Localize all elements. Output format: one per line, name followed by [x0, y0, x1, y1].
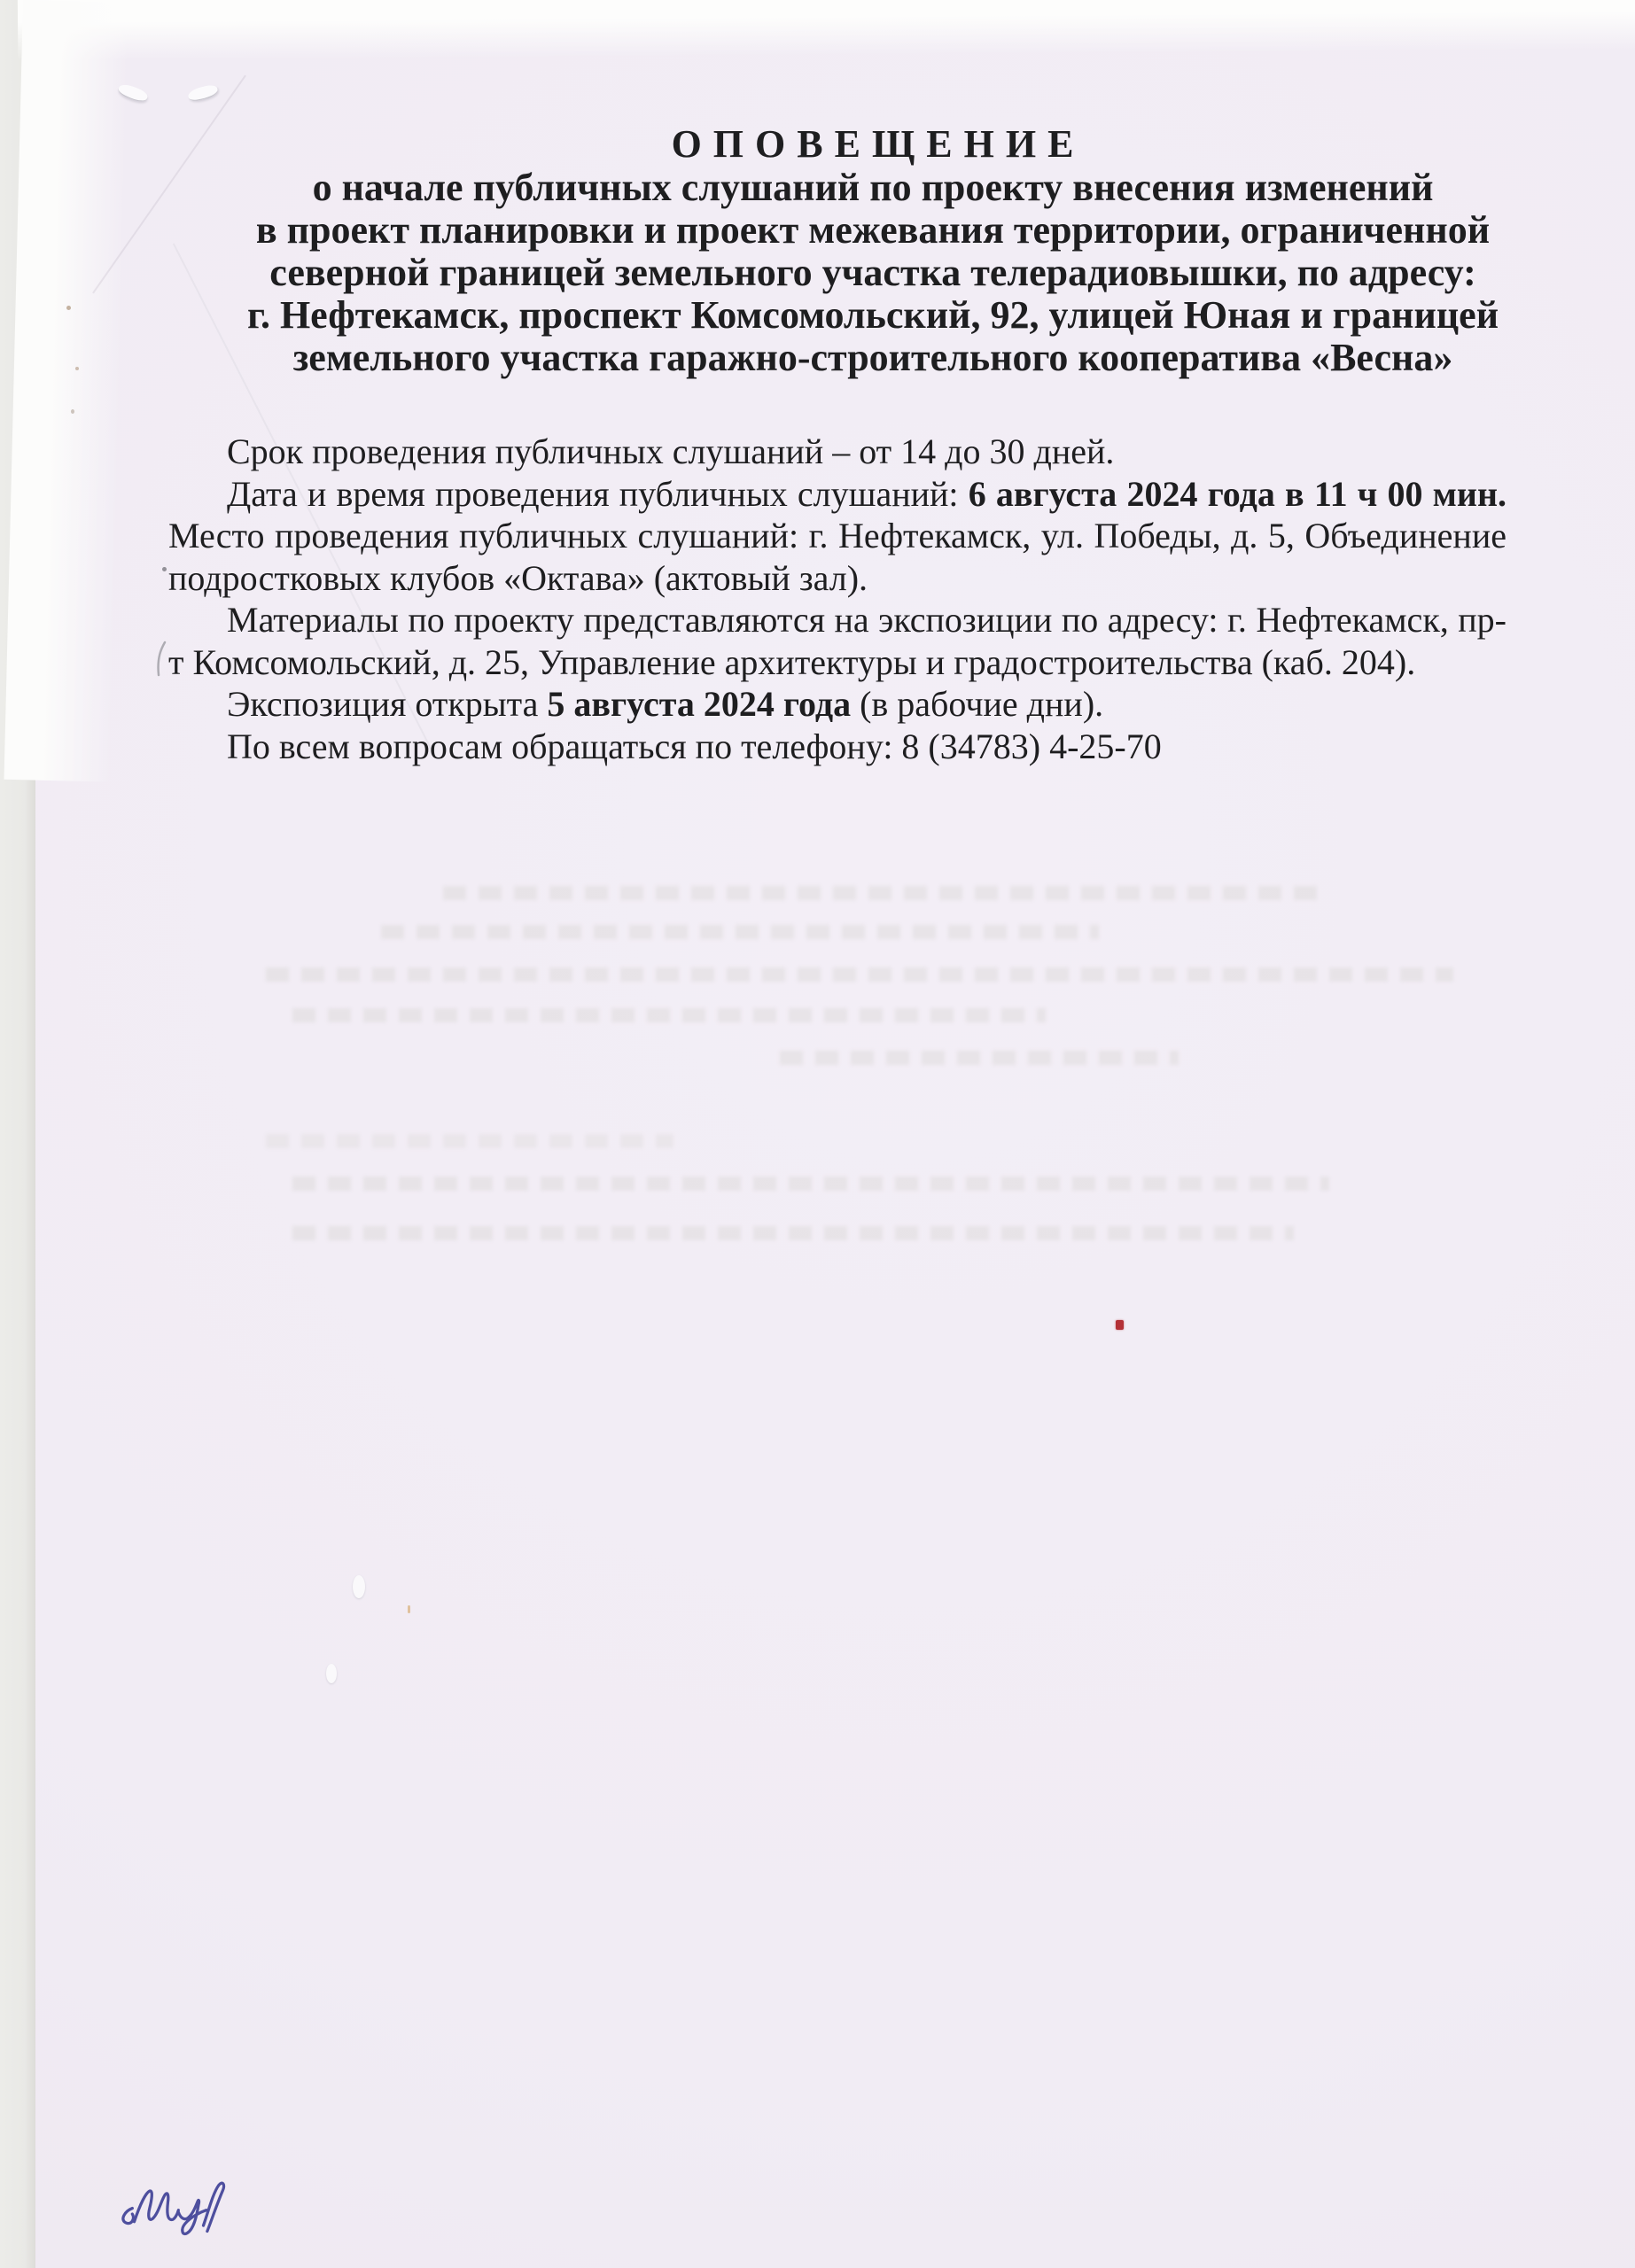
paragraph — [168, 473, 1507, 600]
document-heading — [168, 167, 1507, 379]
heading-line: земельного участка гаражно-строительного кооператива «Весна» — [292, 336, 1453, 379]
document-title: О П О В Е Щ Е Н И Е — [671, 122, 1075, 166]
handwritten-signature — [117, 2171, 232, 2245]
paragraph-run: Дата и время проведения публичных слушаний: — [227, 473, 969, 514]
paragraph-run: Экспозиция открыта — [227, 684, 548, 724]
pencil-mark — [151, 640, 170, 679]
paper-speck — [75, 367, 79, 370]
document-content — [168, 0, 1507, 767]
bleed-through-text — [443, 886, 1329, 900]
paper-blemish — [353, 1575, 365, 1598]
paragraph — [168, 599, 1507, 683]
heading-line: в проект планировки и проект межевания территории, ограниченной — [255, 208, 1491, 252]
paragraph-run: Место проведения публичных слушаний: г. Нефтекамск, ул. Победы, д. 5, Объединение подростковых клубов «Октава» (актовый зал). — [168, 516, 1507, 598]
heading-line: о начале публичных слушаний по проекту внесения изменений — [312, 166, 1434, 209]
bleed-through-text — [266, 967, 1453, 982]
paragraph-run: Материалы по проекту представляются на экспозиции по адресу: г. Нефтекамск, пр-т Комсомольский, д. 25, Управление архитектуры и градостроительства (каб. 204). — [168, 600, 1507, 682]
paper-blemish — [326, 1664, 337, 1683]
red-ink-dot — [1116, 1320, 1124, 1330]
ink-dot-artifact — [162, 567, 167, 571]
paper-speck — [66, 306, 71, 310]
heading-line: г. Нефтекамск, проспект Комсомольский, 92, улицей Юная и границей — [246, 293, 1499, 337]
heading-line: северной границей земельного участка телерадиовышки, по адресу: — [269, 251, 1476, 294]
bleed-through-text — [292, 1226, 1294, 1240]
paragraph — [168, 683, 1507, 726]
document-body — [168, 431, 1507, 767]
paragraph-run: По всем вопросам обращаться по телефону: 8 (34783) 4-25-70 — [227, 726, 1162, 766]
paper-blemish — [408, 1605, 410, 1613]
bleed-through-text — [292, 1008, 1046, 1022]
page-edge-highlight-left — [4, 0, 128, 782]
paragraph-bold-run: 6 августа 2024 года в 11 ч 00 мин. — [968, 473, 1507, 514]
bleed-through-text — [780, 1051, 1179, 1065]
bleed-through-text — [292, 1177, 1329, 1191]
paragraph-bold-run: 5 августа 2024 года — [547, 684, 852, 724]
paragraph-run: Срок проведения публичных слушаний – от 14 до 30 дней. — [227, 431, 1115, 471]
paragraph-run: (в рабочие дни). — [851, 684, 1104, 724]
paper-sheet — [35, 0, 1635, 2268]
bleed-through-text — [266, 1134, 673, 1148]
paragraph — [168, 431, 1507, 473]
bleed-through-text — [381, 925, 1099, 939]
paper-speck — [71, 409, 74, 414]
paragraph — [168, 726, 1507, 768]
